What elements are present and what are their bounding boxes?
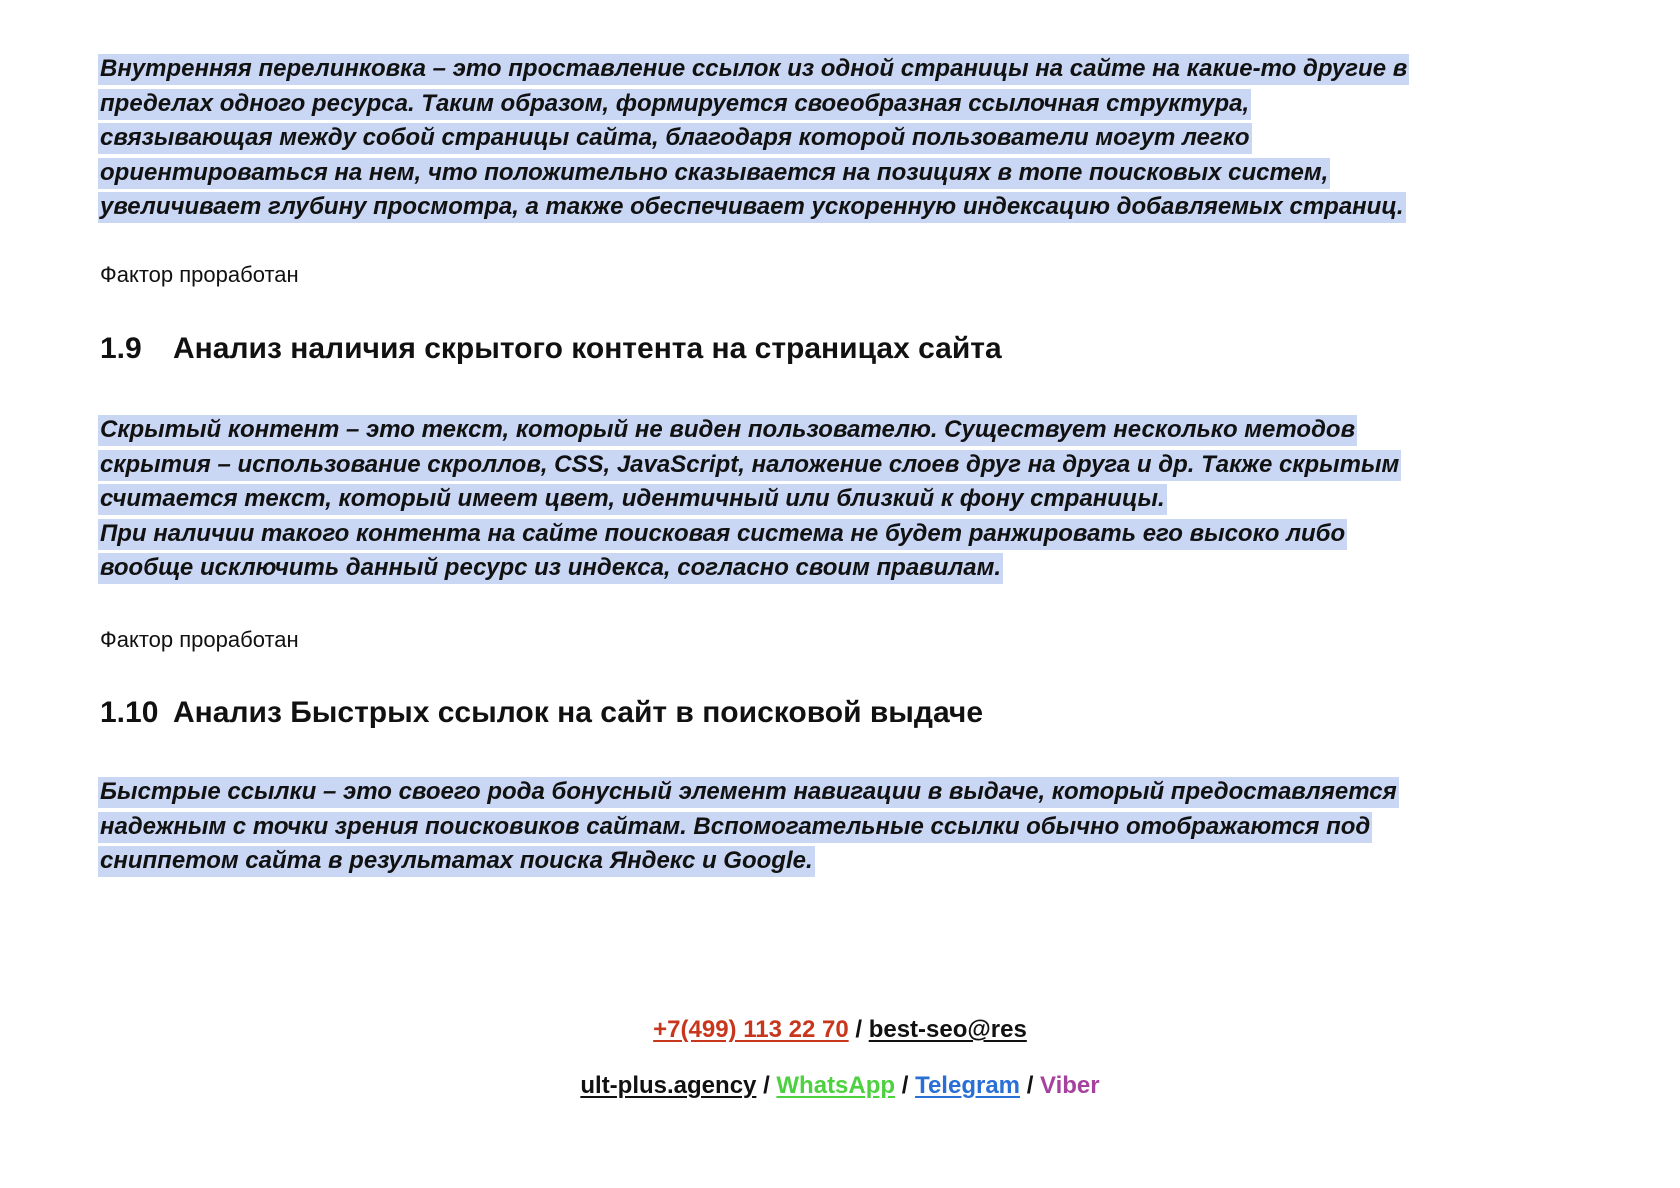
intro-paragraph	[100, 52, 1560, 225]
paragraph-line: считается текст, который имеет цвет, идентичный или близкий к фону страницы.	[100, 482, 1560, 517]
separator: /	[1026, 1072, 1034, 1099]
email-link[interactable]: best-seo@res	[868, 1016, 1027, 1043]
telegram-link[interactable]: Telegram	[915, 1072, 1021, 1099]
footer-contacts-line-2	[0, 1072, 1680, 1100]
paragraph-line: надежным с точки зрения поисковиков сайтам. Вспомогательные ссылки обычно отображаются под	[100, 810, 1560, 845]
phone-link[interactable]: +7(499) 113 22 70	[653, 1016, 849, 1043]
paragraph-line: ориентироваться на нем, что положительно сказывается на позициях в топе поисковых систем,	[100, 156, 1560, 191]
whatsapp-link[interactable]: WhatsApp	[776, 1072, 896, 1099]
paragraph-line: Скрытый контент – это текст, который не виден пользователю. Существует несколько методов	[100, 413, 1560, 448]
section-number: 1.9	[100, 332, 142, 365]
paragraph-line: Внутренняя перелинковка – это проставление ссылок из одной страницы на сайте на какие-то другие в	[100, 52, 1560, 87]
paragraph-line: вообще исключить данный ресурс из индекса, согласно своим правилам.	[100, 551, 1560, 586]
section-heading-1-9	[100, 332, 1002, 366]
paragraph-line: скрытия – использование скроллов, CSS, JavaScript, наложение слоев друг на друга и др. Также скрытым	[100, 448, 1560, 483]
paragraph-line: сниппетом сайта в результатах поиска Яндекс и Google.	[100, 844, 1560, 879]
section-number: 1.10	[100, 696, 159, 729]
footer-contacts-line-1	[0, 1016, 1680, 1044]
email-link-continued[interactable]: ult-plus.agency	[580, 1072, 757, 1099]
viber-link[interactable]: Viber	[1040, 1072, 1100, 1099]
section-heading-1-10	[100, 696, 983, 730]
paragraph-line: увеличивает глубину просмотра, а также обеспечивает ускоренную индексацию добавляемых страниц.	[100, 190, 1560, 225]
factor-status: Фактор проработан	[100, 627, 299, 652]
paragraph-line: При наличии такого контента на сайте поисковая система не будет ранжировать его высоко либо	[100, 517, 1560, 552]
paragraph-line: пределах одного ресурса. Таким образом, формируется своеобразная ссылочная структура,	[100, 87, 1560, 122]
factor-status: Фактор проработан	[100, 262, 299, 287]
hidden-content-paragraph	[100, 413, 1560, 586]
section-title: Анализ Быстрых ссылок на сайт в поисковой выдаче	[173, 696, 983, 729]
quick-links-paragraph	[100, 775, 1560, 879]
paragraph-line: связывающая между собой страницы сайта, благодаря которой пользователи могут легко	[100, 121, 1560, 156]
separator: /	[901, 1072, 909, 1099]
separator: /	[855, 1016, 863, 1043]
separator: /	[763, 1072, 770, 1099]
section-title: Анализ наличия скрытого контента на страницах сайта	[173, 332, 1002, 365]
paragraph-line: Быстрые ссылки – это своего рода бонусный элемент навигации в выдаче, который предоставляется	[100, 775, 1560, 810]
